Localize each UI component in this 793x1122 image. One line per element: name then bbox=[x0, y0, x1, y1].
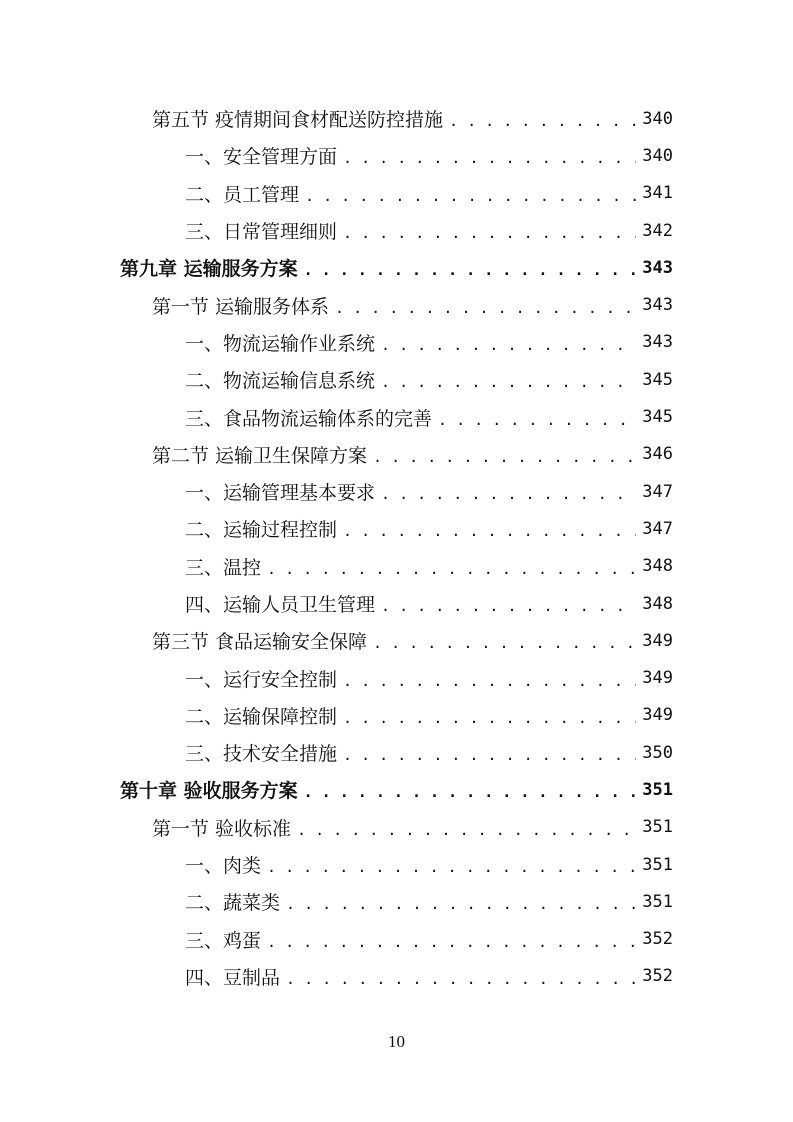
toc-dot-leader bbox=[267, 860, 636, 875]
toc-entry-page: 351 bbox=[642, 854, 673, 875]
toc-entry-title: 三、鸡蛋 bbox=[185, 929, 262, 952]
toc-dot-leader bbox=[438, 413, 636, 428]
toc-subsection-entry[interactable] bbox=[0, 659, 793, 696]
toc-entry-page: 349 bbox=[642, 630, 673, 651]
toc-subsection-entry[interactable] bbox=[0, 510, 793, 547]
toc-entry-page: 341 bbox=[642, 183, 673, 204]
toc-entry-page: 349 bbox=[642, 668, 673, 689]
toc-dot-leader bbox=[286, 972, 636, 987]
toc-dot-leader bbox=[304, 263, 637, 278]
toc-entry-title: 第三节 食品运输安全保障 bbox=[152, 631, 368, 654]
toc-entry-title: 四、运输人员卫生管理 bbox=[185, 594, 376, 616]
toc-entry-page: 351 bbox=[642, 779, 673, 800]
toc-entry-page: 351 bbox=[642, 817, 673, 838]
toc-dot-leader bbox=[343, 711, 636, 726]
toc-entry-page: 343 bbox=[642, 257, 673, 278]
toc-entry-title: 二、运输过程控制 bbox=[185, 519, 338, 542]
toc-entry-title: 一、物流运输作业系统 bbox=[185, 332, 376, 355]
toc-subsection-entry[interactable] bbox=[0, 958, 793, 995]
toc-subsection-entry[interactable] bbox=[0, 361, 793, 398]
toc-subsection-entry[interactable] bbox=[0, 585, 793, 622]
toc-entry-page: 345 bbox=[642, 407, 673, 428]
toc-entry-title: 三、日常管理细则 bbox=[185, 221, 338, 244]
toc-subsection-entry[interactable] bbox=[0, 175, 793, 212]
toc-entry-title: 四、豆制品 bbox=[185, 966, 281, 989]
toc-dot-leader bbox=[343, 674, 636, 689]
toc-entry-title: 二、员工管理 bbox=[185, 183, 300, 206]
toc-entry-page: 348 bbox=[642, 556, 673, 577]
toc-entry-title: 一、肉类 bbox=[185, 855, 262, 878]
toc-entry-page: 340 bbox=[642, 145, 673, 166]
toc-dot-leader bbox=[343, 151, 636, 166]
table-of-contents bbox=[0, 100, 793, 995]
toc-entry-page: 343 bbox=[642, 332, 673, 353]
toc-section-entry[interactable] bbox=[0, 622, 793, 659]
toc-dot-leader bbox=[267, 562, 636, 577]
toc-entry-page: 343 bbox=[642, 295, 673, 316]
toc-entry-page: 352 bbox=[642, 966, 673, 987]
toc-dot-leader bbox=[373, 450, 636, 465]
toc-entry-title: 一、安全管理方面 bbox=[185, 146, 338, 169]
toc-subsection-entry[interactable] bbox=[0, 921, 793, 958]
toc-entry-page: 348 bbox=[642, 593, 673, 614]
toc-entry-title: 第十章 验收服务方案 bbox=[120, 780, 298, 803]
toc-dot-leader bbox=[297, 823, 636, 838]
toc-entry-title: 三、温控 bbox=[185, 556, 262, 579]
toc-dot-leader bbox=[304, 785, 637, 800]
toc-subsection-entry[interactable] bbox=[0, 697, 793, 734]
toc-entry-page: 347 bbox=[642, 518, 673, 539]
toc-subsection-entry[interactable] bbox=[0, 734, 793, 771]
toc-entry-title: 二、运输保障控制 bbox=[185, 705, 338, 728]
toc-dot-leader bbox=[381, 599, 636, 614]
toc-entry-page: 349 bbox=[642, 705, 673, 726]
toc-subsection-entry[interactable] bbox=[0, 212, 793, 249]
toc-section-entry[interactable] bbox=[0, 436, 793, 473]
toc-entry-page: 346 bbox=[642, 444, 673, 465]
toc-dot-leader bbox=[335, 301, 636, 316]
toc-dot-leader bbox=[449, 114, 636, 129]
toc-subsection-entry[interactable] bbox=[0, 883, 793, 920]
toc-entry-page: 350 bbox=[642, 742, 673, 763]
toc-subsection-entry[interactable] bbox=[0, 473, 793, 510]
toc-entry-title: 第一节 运输服务体系 bbox=[152, 295, 330, 318]
toc-subsection-entry[interactable] bbox=[0, 324, 793, 361]
toc-entry-page: 345 bbox=[642, 369, 673, 390]
toc-dot-leader bbox=[286, 897, 636, 912]
toc-subsection-entry[interactable] bbox=[0, 137, 793, 174]
toc-dot-leader bbox=[381, 375, 636, 390]
toc-entry-title: 三、技术安全措施 bbox=[185, 743, 338, 766]
toc-entry-title: 一、运行安全控制 bbox=[185, 668, 338, 691]
toc-dot-leader bbox=[373, 636, 636, 651]
toc-dot-leader bbox=[381, 487, 636, 502]
toc-chapter-entry[interactable] bbox=[0, 249, 793, 286]
toc-entry-title: 三、食品物流运输体系的完善 bbox=[185, 407, 433, 430]
toc-entry-title: 第五节 疫情期间食材配送防控措施 bbox=[152, 109, 444, 132]
toc-entry-page: 347 bbox=[642, 481, 673, 502]
toc-dot-leader bbox=[343, 226, 636, 241]
toc-entry-page: 352 bbox=[642, 929, 673, 950]
toc-entry-title: 第一节 验收标准 bbox=[152, 817, 292, 840]
toc-entry-page: 351 bbox=[642, 891, 673, 912]
toc-entry-page: 342 bbox=[642, 220, 673, 241]
toc-chapter-entry[interactable] bbox=[0, 771, 793, 808]
toc-section-entry[interactable] bbox=[0, 100, 793, 137]
toc-entry-title: 二、物流运输信息系统 bbox=[185, 370, 376, 393]
toc-subsection-entry[interactable] bbox=[0, 398, 793, 435]
toc-dot-leader bbox=[343, 748, 636, 763]
toc-entry-title: 二、蔬菜类 bbox=[185, 892, 281, 915]
toc-entry-title: 一、运输管理基本要求 bbox=[185, 482, 376, 505]
toc-section-entry[interactable] bbox=[0, 809, 793, 846]
toc-section-entry[interactable] bbox=[0, 286, 793, 323]
page-number: 10 bbox=[388, 1032, 405, 1051]
toc-subsection-entry[interactable] bbox=[0, 548, 793, 585]
toc-entry-title: 第二节 运输卫生保障方案 bbox=[152, 444, 368, 467]
toc-entry-page: 340 bbox=[642, 108, 673, 129]
toc-subsection-entry[interactable] bbox=[0, 846, 793, 883]
toc-entry-title: 第九章 运输服务方案 bbox=[120, 258, 298, 281]
toc-dot-leader bbox=[381, 338, 636, 353]
toc-dot-leader bbox=[267, 935, 636, 950]
toc-dot-leader bbox=[343, 524, 636, 539]
toc-dot-leader bbox=[305, 189, 636, 204]
